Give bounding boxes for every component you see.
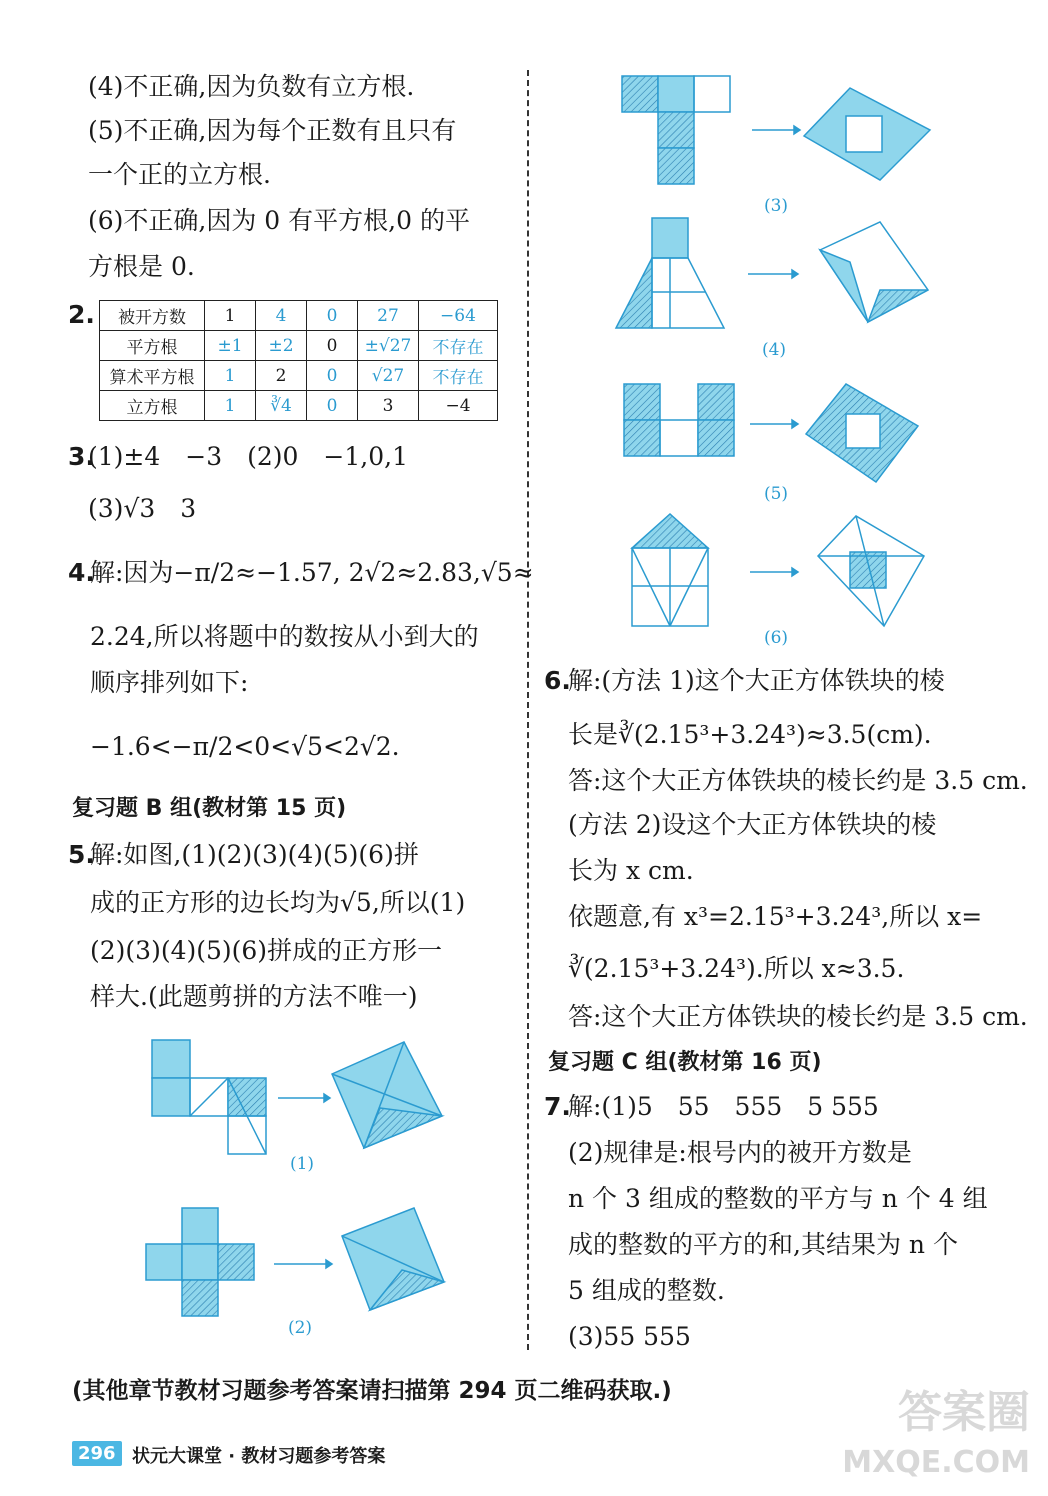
table-cell: 3: [358, 391, 419, 421]
figure-5: [624, 384, 918, 482]
watermark: [842, 1388, 1030, 1488]
table-cell: 不存在: [419, 361, 498, 391]
page-number: 296: [72, 1441, 122, 1466]
table-cell: 0: [307, 361, 358, 391]
answer-5-d: 样大.(此题剪拼的方法不唯一): [90, 982, 418, 1011]
table-header: 被开方数: [100, 301, 205, 331]
question-5-number: 5.: [68, 840, 95, 869]
answer-6-a: 解:(方法 1)这个大正方体铁块的棱: [568, 666, 945, 695]
answer-7-f: (3)55 555: [568, 1322, 691, 1351]
table-header: 立方根: [100, 391, 205, 421]
table-cell: 1: [205, 391, 256, 421]
table-cell: 1: [205, 301, 256, 331]
figure-1-caption: (1): [289, 1154, 315, 1174]
answer-4-b: 2.24,所以将题中的数按从小到大的: [90, 622, 479, 651]
footer-title: 状元大课堂 · 教材习题参考答案: [132, 1446, 386, 1467]
answer-3-b: (3)√3 3: [88, 494, 197, 523]
answer-7-e: 5 组成的整数.: [568, 1276, 725, 1305]
question-2-number: 2.: [68, 300, 95, 329]
question-6-number: 6.: [544, 666, 571, 695]
answer-1-5-cont: 一个正的立方根.: [88, 160, 271, 189]
watermark-line-1: 答案圈: [898, 1387, 1030, 1438]
section-b-heading: 复习题 B 组(教材第 15 页): [72, 796, 347, 821]
watermark-line-2: MXQE.COM: [842, 1445, 1030, 1480]
table-cell: −64: [419, 301, 498, 331]
table-cell: −4: [419, 391, 498, 421]
figure-4-caption: (4): [761, 340, 787, 360]
answer-4-a: 解:因为−π/2≈−1.57, 2√2≈2.83,√5≈: [90, 558, 534, 587]
answer-3-a: (1)±4 −3 (2)0 −1,0,1: [88, 442, 408, 471]
answer-5-b: 成的正方形的边长均为√5,所以(1): [90, 888, 466, 917]
figure-2: [146, 1208, 444, 1316]
table-cell: 0: [307, 331, 358, 361]
answer-7-c: n 个 3 组成的整数的平方与 n 个 4 组: [568, 1184, 988, 1213]
table-cell: 不存在: [419, 331, 498, 361]
table-cell: 0: [307, 301, 358, 331]
table-cell: ±2: [256, 331, 307, 361]
table-cell: ±√27: [358, 331, 419, 361]
answer-6-c: 答:这个大正方体铁块的棱长约是 3.5 cm.: [568, 766, 1028, 795]
question-3-number: 3.: [68, 442, 95, 471]
table-cell: 0: [307, 391, 358, 421]
section-c-heading: 复习题 C 组(教材第 16 页): [548, 1050, 822, 1075]
answer-5-a: 解:如图,(1)(2)(3)(4)(5)(6)拼: [90, 840, 419, 869]
answer-1-6-cont: 方根是 0.: [88, 252, 195, 281]
figure-6: [632, 514, 924, 626]
table-cell: ±1: [205, 331, 256, 361]
answer-7-a: 解:(1)5 55 555 5 555: [568, 1092, 879, 1121]
figure-5-caption: (5): [763, 484, 789, 504]
figure-4: [616, 218, 928, 328]
table-header: 算术平方根: [100, 361, 205, 391]
answer-1-4: (4)不正确,因为负数有立方根.: [88, 72, 415, 101]
answer-6-g: ∛(2.15³+3.24³).所以 x≈3.5.: [568, 954, 905, 983]
figure-1: [152, 1040, 442, 1154]
question-4-number: 4.: [68, 558, 95, 587]
figure-3-caption: (3): [763, 196, 789, 216]
figure-6-caption: (6): [763, 628, 789, 648]
answer-6-f: 依题意,有 x³=2.15³+3.24³,所以 x=: [568, 902, 983, 931]
table-cell: √27: [358, 361, 419, 391]
table-cell: 27: [358, 301, 419, 331]
figure-2-caption: (2): [287, 1318, 313, 1338]
table-cell: 2: [256, 361, 307, 391]
answer-4-c: 顺序排列如下:: [90, 668, 249, 697]
table-cell: 4: [256, 301, 307, 331]
answer-7-b: (2)规律是:根号内的被开方数是: [568, 1138, 912, 1167]
table-cell: 1: [205, 361, 256, 391]
question-7-number: 7.: [544, 1092, 571, 1121]
answer-1-5: (5)不正确,因为每个正数有且只有: [88, 116, 457, 145]
answer-7-d: 成的整数的平方的和,其结果为 n 个: [568, 1230, 958, 1259]
table-cell: ∛4: [256, 391, 307, 421]
answer-4-d: −1.6<−π/2<0<√5<2√2.: [90, 732, 400, 761]
answer-6-d: (方法 2)设这个大正方体铁块的棱: [568, 810, 937, 839]
table-header: 平方根: [100, 331, 205, 361]
answer-1-6: (6)不正确,因为 0 有平方根,0 的平: [88, 206, 470, 235]
answer-6-h: 答:这个大正方体铁块的棱长约是 3.5 cm.: [568, 1002, 1028, 1031]
figure-3: [622, 76, 930, 184]
answer-6-b: 长是∛(2.15³+3.24³)≈3.5(cm).: [568, 720, 932, 749]
answer-6-e: 长为 x cm.: [568, 856, 694, 885]
answer-5-c: (2)(3)(4)(5)(6)拼成的正方形一: [90, 936, 443, 965]
bottom-note: (其他章节教材习题参考答案请扫描第 294 页二维码获取.): [72, 1378, 672, 1404]
